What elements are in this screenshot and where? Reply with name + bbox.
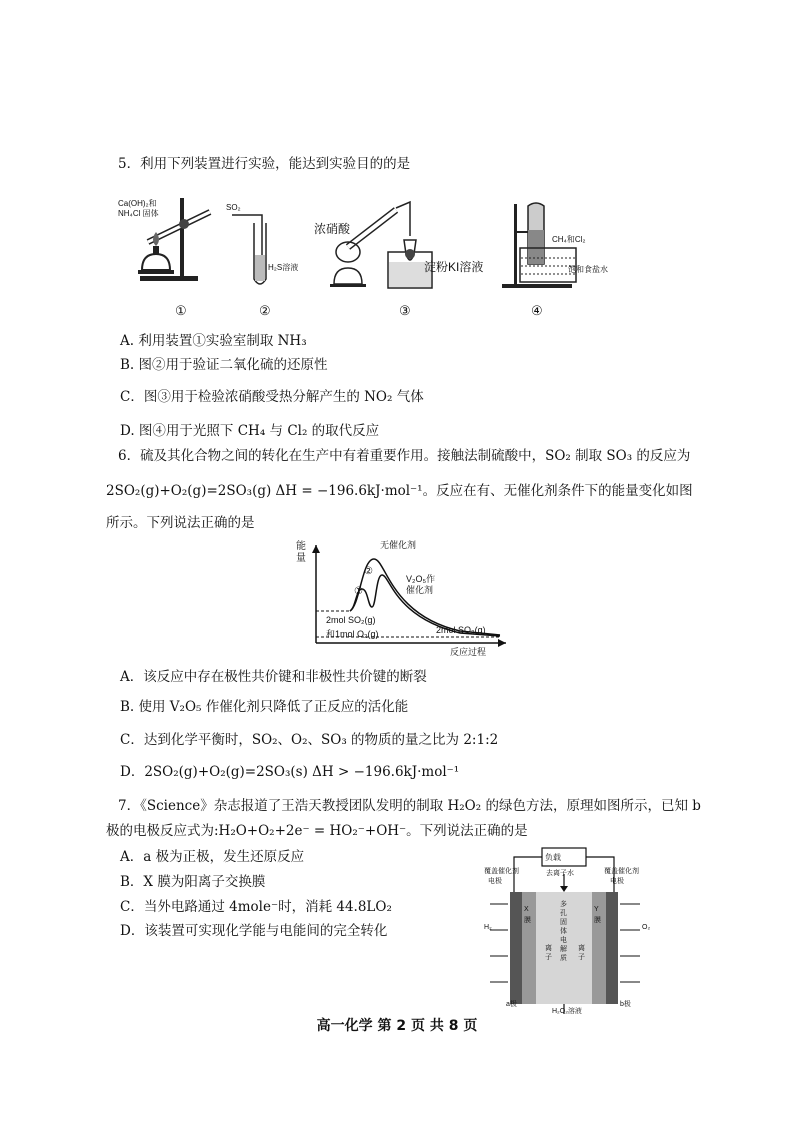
left-coat-label-1: 覆盖催化剂 [484, 868, 519, 875]
reactant-label-2: 和1mol O₂(g) [326, 629, 379, 639]
q6-stem-line3: 所示。下列说法正确的是 [106, 515, 255, 531]
x-membrane-label-1: X [524, 906, 529, 913]
mark-2: ② [364, 566, 373, 577]
apparatus-2-label-gas: SO₂ [226, 203, 241, 212]
apparatus-3-label-acid: 浓硝酸 [314, 222, 351, 236]
apparatus-2-drawing [228, 205, 288, 295]
x-membrane-label-2: 膜 [524, 917, 531, 924]
apparatus-2-number: ② [259, 303, 271, 318]
apparatus-4-number: ④ [531, 303, 543, 318]
apparatus-4-label-solution: 饱和食盐水 [568, 265, 608, 274]
q6-option-d: D．2SO₂(g)+O₂(g)=2SO₃(s) ΔH > −196.6kJ·mol⁻¹ [120, 764, 460, 780]
energy-x-axis-label: 反应过程 [450, 647, 487, 657]
apparatus-3-drawing [318, 192, 468, 292]
q6-option-a: A．该反应中存在极性共价键和非极性共价键的断裂 [120, 669, 427, 685]
b-pole-label: b极 [620, 1001, 631, 1008]
right-ion-label: 离 子 [578, 945, 585, 961]
apparatus-4-label-gas: CH₄和Cl₂ [552, 235, 586, 244]
curve-label-no-catalyst: 无催化剂 [380, 540, 417, 550]
q5-option-d: D. 图④用于光照下 CH₄ 与 Cl₂ 的取代反应 [120, 423, 380, 439]
product-label: H₂O₂溶液 [552, 1008, 582, 1015]
a-pole-label: a极 [506, 1001, 517, 1008]
right-coat-label-2: 电极 [610, 878, 624, 885]
apparatus-1-number: ① [175, 303, 187, 318]
apparatus-3-label-solution: 淀粉KI溶液 [424, 260, 484, 274]
q7-option-c: C．当外电路通过 4mole⁻时，消耗 44.8LO₂ [120, 899, 392, 915]
electrolyte-label: 多 孔 固 体 电 解 质 [560, 901, 567, 962]
apparatus-2-label-solution: H₂S溶液 [268, 263, 299, 272]
apparatus-3-number: ③ [399, 303, 411, 318]
apparatus-1-drawing [120, 190, 220, 290]
load-label: 负载 [545, 853, 561, 862]
q6-option-c: C．达到化学平衡时，SO₂、O₂、SO₃ 的物质的量之比为 2:1:2 [120, 732, 499, 748]
left-ion-label: 离 子 [545, 945, 552, 961]
apparatus-1-label-b: NH₄Cl 固体 [118, 209, 159, 218]
q6-stem-line2: 2SO₂(g)+O₂(g)=2SO₃(g) ΔH = −196.6kJ·mol⁻¹。反应在有、无催化剂条件下的能量变化如图 [106, 483, 693, 499]
q7-option-b: B．X 膜为阳离子交换膜 [120, 874, 266, 890]
water-label: 去离子水 [546, 870, 574, 877]
q7-option-d: D．该装置可实现化学能与电能间的完全转化 [120, 923, 388, 939]
left-coat-label-2: 电极 [488, 878, 502, 885]
right-coat-label-1: 覆盖催化剂 [604, 868, 639, 875]
q7-option-a: A．a 极为正极，发生还原反应 [120, 849, 305, 865]
q6-option-b: B. 使用 V₂O₅ 作催化剂只降低了正反应的活化能 [120, 699, 409, 715]
apparatus-4-drawing [500, 200, 610, 290]
page-footer: 高一化学 第 2 页 共 8 页 [316, 1018, 478, 1034]
reactant-label-1: 2mol SO₂(g) [326, 615, 376, 625]
product-label: 2mol SO₃(g) [436, 625, 486, 635]
q5-option-b: B. 图②用于验证二氧化硫的还原性 [120, 357, 328, 373]
curve-label-catalyst: V₂O₅作催化剂 [406, 574, 436, 595]
q5-option-c: C．图③用于检验浓硝酸受热分解产生的 NO₂ 气体 [120, 389, 424, 405]
q7-stem-line1: 7．《Science》杂志报道了王浩天教授团队发明的制取 H₂O₂ 的绿色方法，原理如图所示，已知 b [118, 798, 701, 814]
y-membrane-label-2: 膜 [594, 917, 601, 924]
energy-axis-label: 能量 [296, 541, 306, 564]
q6-stem-line1: 6．硫及其化合物之间的转化在生产中有着重要作用。接触法制硫酸中，SO₂ 制取 SO₃ 的反应为 [118, 448, 691, 464]
apparatus-1-label-a: Ca(OH)₂和 [118, 199, 157, 208]
q5-stem: 5．利用下列装置进行实验，能达到实验目的的是 [118, 156, 411, 172]
mark-1: ① [354, 586, 363, 597]
q5-option-a: A. 利用装置①实验室制取 NH₃ [120, 333, 307, 349]
h2-label: H₂ [484, 924, 492, 931]
q7-stem-line2: 极的电极反应式为:H₂O+O₂+2e⁻ = HO₂⁻+OH⁻。下列说法正确的是 [106, 823, 528, 839]
y-membrane-label-1: Y [594, 906, 599, 913]
o2-label: O₂ [642, 924, 651, 931]
